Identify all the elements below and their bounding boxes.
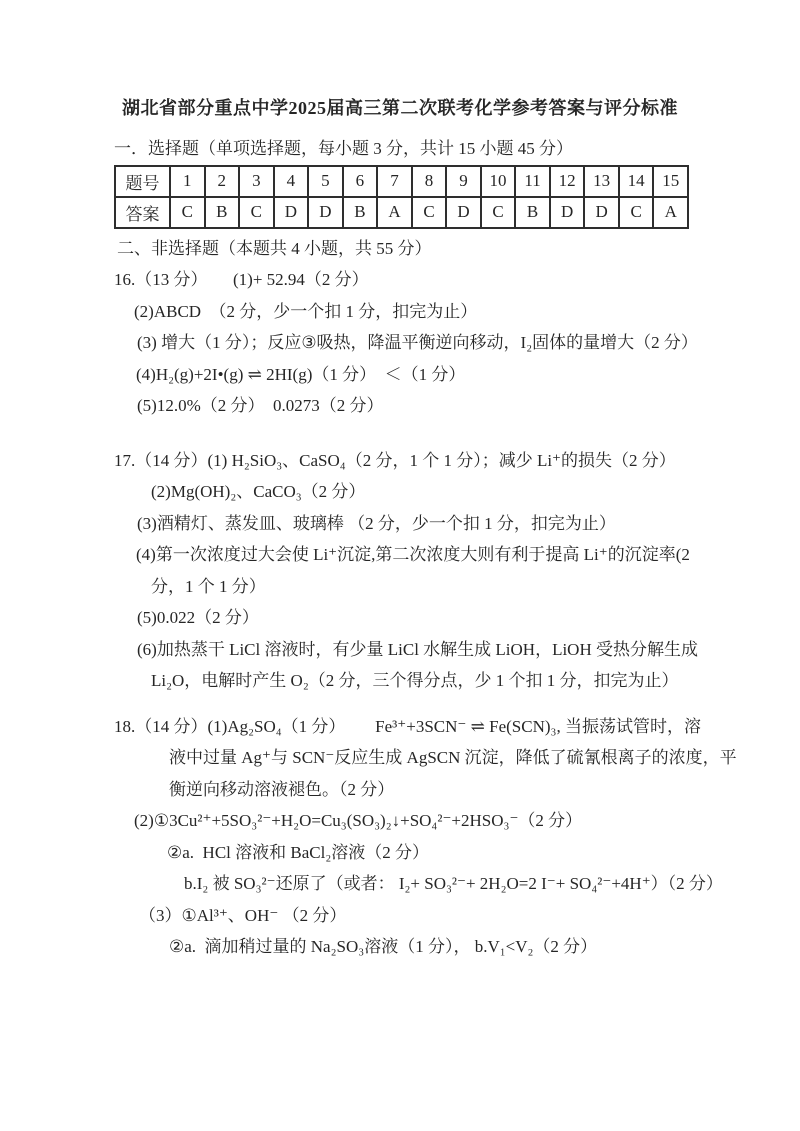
answer-line: ②a. HCl 溶液和 BaCl₂溶液（2 分） (167, 842, 429, 862)
question-number-cell: 13 (584, 166, 619, 197)
question-number-cell: 5 (308, 166, 343, 197)
answer-line: (2)ABCD （2 分，少一个扣 1 分，扣完为止） (134, 301, 478, 321)
answer-letter-cell: C (412, 197, 447, 228)
answer-table-row (115, 197, 688, 228)
question-number-cell: 12 (550, 166, 585, 197)
answer-line: (6)加热蒸干 LiCl 溶液时，有少量 LiCl 水解生成 LiOH，LiOH 受热分解生成 (137, 639, 698, 659)
row-label-cell: 答案 (115, 197, 170, 228)
answer-letter-cell: D (550, 197, 585, 228)
answer-line: (2)①3Cu²⁺+5SO₃²⁻+H₂O=Cu₃(SO₃)₂↓+SO₄²⁻+2HSO₃⁻（2 分） (134, 811, 583, 830)
answer-letter-cell: B (205, 197, 240, 228)
answer-letter-cell: B (515, 197, 550, 228)
answer-line: (4)第一次浓度过大会使 Li⁺沉淀,第二次浓度大则有利于提高 Li⁺的沉淀率(2 (136, 545, 690, 564)
document-title: 湖北省部分重点中学2025届高三第二次联考化学参考答案与评分标准 (122, 98, 678, 118)
answer-line: Li₂O，电解时产生 O₂（2 分，三个得分点，少 1 个扣 1 分，扣完为止） (151, 671, 679, 690)
answer-line: 分，1 个 1 分） (151, 576, 266, 596)
answer-letter-cell: D (274, 197, 309, 228)
question-number-cell: 3 (239, 166, 274, 197)
answer-letter-cell: A (377, 197, 412, 228)
question-number-cell: 1 (170, 166, 205, 197)
answer-letter-cell: C (481, 197, 516, 228)
section-1-heading: 一．选择题（单项选择题，每小题 3 分，共计 15 小题 45 分） (114, 139, 573, 158)
answer-line: (3) 增大（1 分）；反应③吸热，降温平衡逆向移动，I₂固体的量增大（2 分） (137, 333, 698, 352)
question-number-cell: 11 (515, 166, 550, 197)
answer-line: (4)H₂(g)+2I•(g) ⇌ 2HI(g)（1 分） ＜（1 分） (136, 364, 466, 384)
answer-line: (3)酒精灯、蒸发皿、玻璃棒 （2 分，少一个扣 1 分，扣完为止） (137, 513, 616, 533)
question-number-cell: 15 (653, 166, 688, 197)
answer-letter-cell: C (239, 197, 274, 228)
answer-table (114, 165, 689, 229)
answer-letter-cell: C (619, 197, 654, 228)
question-number-cell: 9 (446, 166, 481, 197)
answer-line: b.I₂ 被 SO₃²⁻还原了（或者： I₂+ SO₃²⁻+ 2H₂O=2 I⁻+ SO₄²⁻+4H⁺）（2 分） (184, 874, 723, 893)
question-number-cell: 6 (343, 166, 378, 197)
question-number-cell: 2 (205, 166, 240, 197)
answer-line: ②a. 滴加稍过量的 Na₂SO₃溶液（1 分）， b.V₁<V₂（2 分） (169, 937, 598, 956)
answer-letter-cell: B (343, 197, 378, 228)
question-number-cell: 8 (412, 166, 447, 197)
answer-letter-cell: D (308, 197, 343, 228)
answer-table-body (115, 166, 688, 228)
answer-line: (5)12.0%（2 分） 0.0273（2 分） (137, 396, 384, 415)
answer-line: 18.（14 分）(1)Ag₂SO₄（1 分） Fe³⁺+3SCN⁻ ⇌ Fe(SCN)₃, 当振荡试管时，溶 (114, 716, 701, 736)
answer-letter-cell: D (584, 197, 619, 228)
answer-line: 液中过量 Ag⁺与 SCN⁻反应生成 AgSCN 沉淀，降低了硫氰根离子的浓度，平 (169, 748, 737, 767)
question-number-cell: 10 (481, 166, 516, 197)
answer-table-row (115, 166, 688, 197)
answer-letter-cell: C (170, 197, 205, 228)
answer-line: (5)0.022（2 分） (137, 608, 259, 627)
row-label-cell: 题号 (115, 166, 170, 197)
answer-line: 17.（14 分）(1) H₂SiO₃、CaSO₄（2 分，1 个 1 分）；减少 Li⁺的损失（2 分） (114, 450, 676, 470)
answer-line: 16.（13 分） (1)+ 52.94（2 分） (114, 270, 369, 289)
answer-letter-cell: A (653, 197, 688, 228)
answer-line: (2)Mg(OH)₂、CaCO₃（2 分） (151, 482, 366, 501)
answer-line: （3）①Al³⁺、OH⁻ （2 分） (139, 905, 347, 925)
answer-line: 衡逆向移动溶液褪色。（2 分） (169, 779, 395, 799)
question-number-cell: 4 (274, 166, 309, 197)
answer-letter-cell: D (446, 197, 481, 228)
question-number-cell: 7 (377, 166, 412, 197)
answer-lines-block (0, 264, 800, 963)
question-number-cell: 14 (619, 166, 654, 197)
section-2-heading: 二、非选择题（本题共 4 小题，共 55 分） (117, 238, 432, 258)
